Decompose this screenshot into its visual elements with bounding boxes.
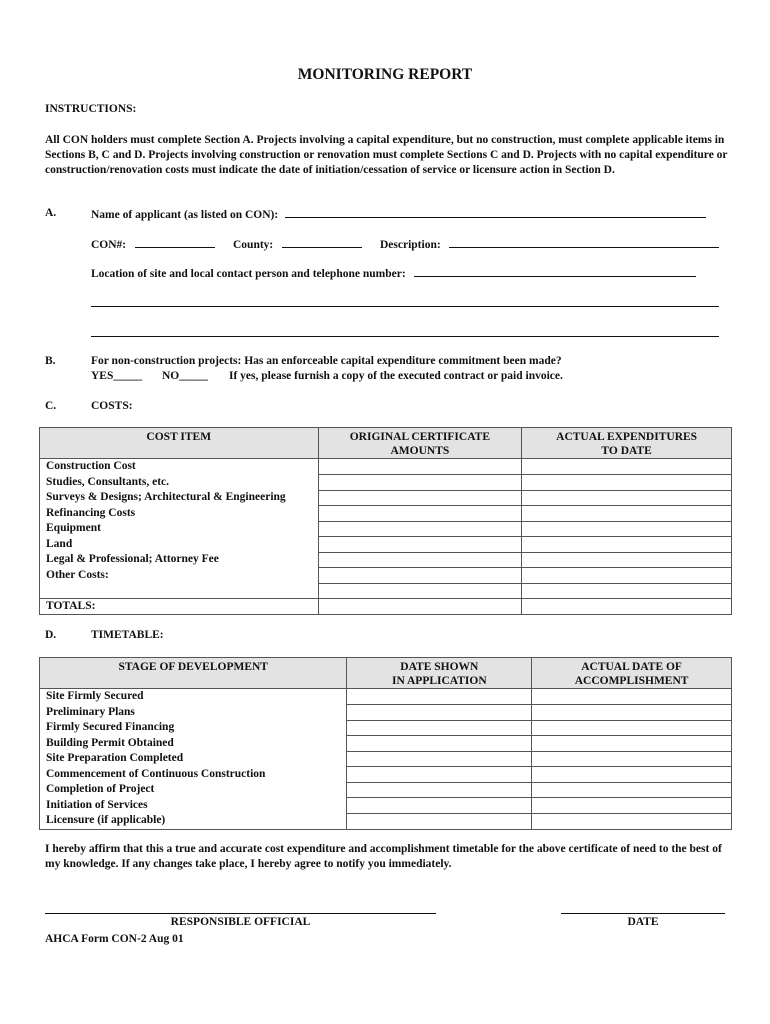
- stage-header: STAGE OF DEVELOPMENT: [40, 658, 347, 689]
- location-line-3[interactable]: [91, 336, 719, 337]
- actual-expenditures-header: ACTUAL EXPENDITURES TO DATE: [522, 428, 732, 459]
- date-label: DATE: [627, 916, 659, 928]
- table-row: Other Costs:: [40, 568, 732, 584]
- section-d-heading: TIMETABLE:: [91, 629, 164, 641]
- table-row: Preliminary Plans: [40, 705, 732, 721]
- table-row: Land: [40, 537, 732, 553]
- form-id: AHCA Form CON-2 Aug 01: [45, 933, 184, 945]
- table-row: Refinancing Costs: [40, 506, 732, 522]
- costs-table: [39, 427, 732, 615]
- totals-row: TOTALS:: [40, 598, 732, 615]
- cost-item-header: COST ITEM: [40, 428, 319, 459]
- responsible-official-label: RESPONSIBLE OFFICIAL: [170, 916, 311, 928]
- applicant-label: Name of applicant (as listed on CON):: [91, 209, 279, 221]
- section-d-letter: D.: [45, 629, 57, 641]
- section-c-heading: COSTS:: [91, 400, 133, 412]
- table-row: Initiation of Services: [40, 798, 732, 814]
- table-row: Commencement of Continuous Construction: [40, 767, 732, 783]
- table-row: [40, 583, 732, 598]
- table-row: Licensure (if applicable): [40, 813, 732, 829]
- location-line-2[interactable]: [91, 306, 719, 307]
- date-shown-header: DATE SHOWN IN APPLICATION: [347, 658, 532, 689]
- county-field[interactable]: [282, 237, 362, 248]
- timetable-table: [39, 657, 732, 830]
- applicant-field[interactable]: [285, 207, 706, 218]
- section-b-question: For non-construction projects: Has an enforceable capital expenditure commitment been made?: [91, 355, 562, 367]
- section-c-letter: C.: [45, 400, 57, 412]
- table-row: Legal & Professional; Attorney Fee: [40, 552, 732, 568]
- table-row: Completion of Project: [40, 782, 732, 798]
- description-field[interactable]: [449, 237, 719, 248]
- page-title: MONITORING REPORT: [297, 66, 473, 83]
- instructions-heading: INSTRUCTIONS:: [45, 103, 137, 115]
- affirmation-text: I hereby affirm that this a true and accurate cost expenditure and accomplishment timetable for the above certificate of need to the best of my knowledge. If any changes take place, I hereby agree to notify you immediately.: [45, 843, 722, 870]
- instructions-body: All CON holders must complete Section A. Projects involving a capital expenditure, but no construction, must complete applicable items in Sections B, C and D. Projects involving construction or renovation must complete Sections C and D. Projects with no capital expenditure or construction/renovation costs must indicate the date of initiation/cessation of service or licensure action in Section D.: [45, 134, 728, 176]
- original-amounts-header: ORIGINAL CERTIFICATE AMOUNTS: [318, 428, 522, 459]
- location-field[interactable]: [414, 266, 696, 277]
- con-label: CON#:: [91, 239, 127, 251]
- section-b-note: If yes, please furnish a copy of the executed contract or paid invoice.: [229, 370, 563, 382]
- table-row: Firmly Secured Financing: [40, 720, 732, 736]
- con-field[interactable]: [135, 237, 215, 248]
- yes-field[interactable]: YES_____: [91, 370, 143, 382]
- table-row: Equipment: [40, 521, 732, 537]
- table-row: Surveys & Designs; Architectural & Engineering: [40, 490, 732, 506]
- table-row: Site Preparation Completed: [40, 751, 732, 767]
- actual-date-header: ACTUAL DATE OF ACCOMPLISHMENT: [532, 658, 732, 689]
- table-row: Building Permit Obtained: [40, 736, 732, 752]
- county-label: County:: [233, 239, 274, 251]
- section-b-letter: B.: [45, 355, 56, 367]
- table-row: Site Firmly Secured: [40, 689, 732, 705]
- signature-line[interactable]: [45, 913, 436, 914]
- no-field[interactable]: NO_____: [162, 370, 208, 382]
- table-row: Studies, Consultants, etc.: [40, 475, 732, 491]
- section-a-letter: A.: [45, 207, 57, 219]
- table-row: Construction Cost: [40, 459, 732, 475]
- description-label: Description:: [380, 239, 441, 251]
- date-line[interactable]: [561, 913, 725, 914]
- location-label: Location of site and local contact person and telephone number:: [91, 268, 406, 280]
